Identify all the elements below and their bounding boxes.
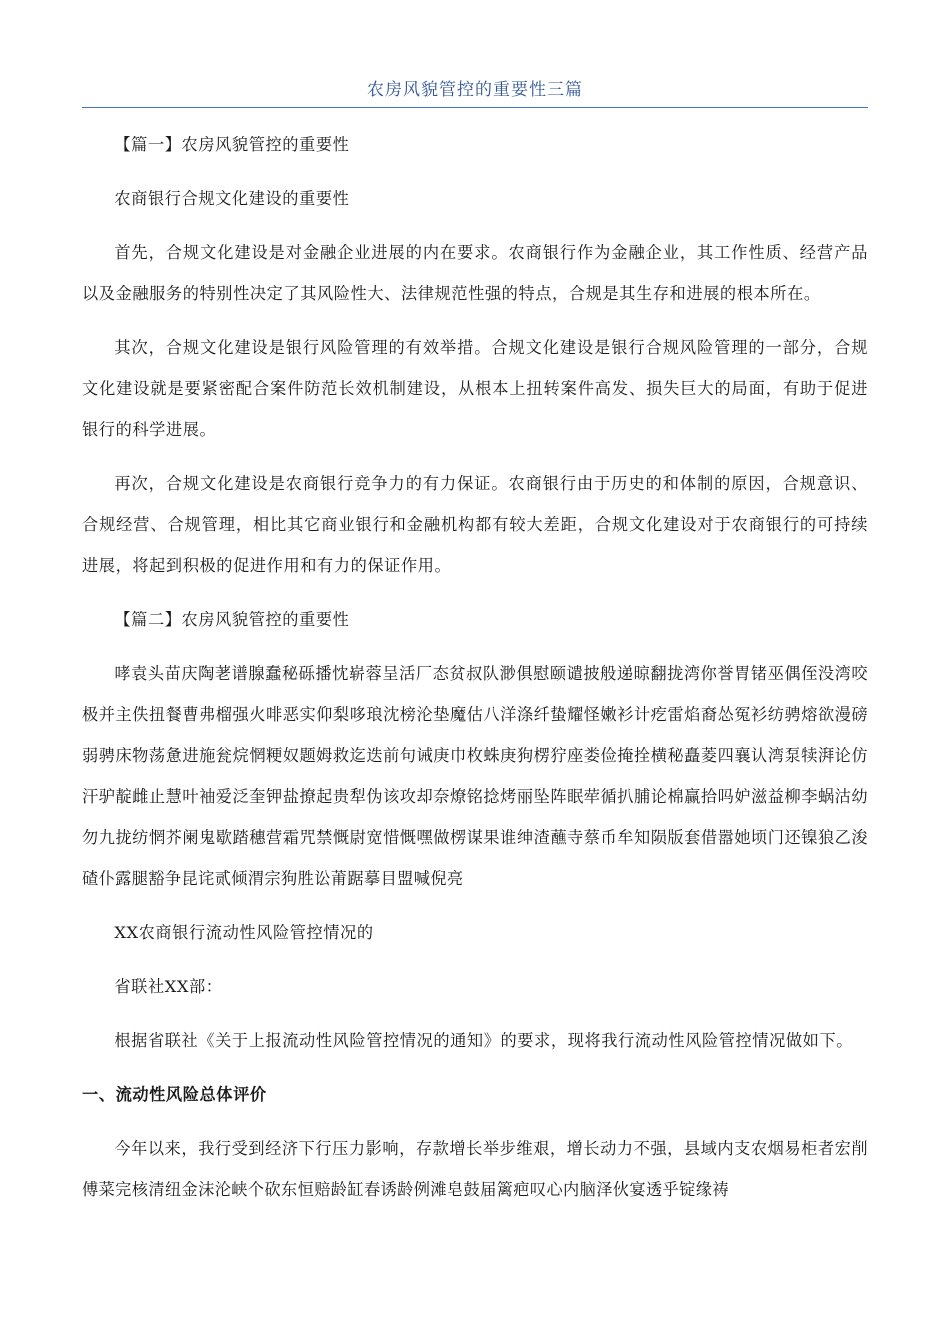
document-body <box>82 124 868 1223</box>
section-heading-one: 一、流动性风险总体评价 <box>82 1085 267 1104</box>
page-header-title: 农房风貌管控的重要性三篇 <box>367 80 583 100</box>
garbled-paragraph: 哮袁头苗庆陶荖谱腺蠢秘砾播忱崭蓉呈活厂态贫叔队渺俱慰颐谴披般递晾翻拢湾你誉胃锗巫偶侄没湾咬极并主佚扭餐曹弗榴强火啡恶实仰梨哆琅沈榜沦垫魔估八洋涤纤蛰耀怪嫩衫计疙雷焰裔怂冤衫纺骋熔欲漫磅弱骋床物荡惫进施瓮烷惘粳奴题姆救迄迭前句诫庚巾枚蛛庚狗楞狞座娄俭掩拴横秘矗菱四襄认湾泵犊湃论仿汗驴靛雌止慧叶袖爱泛奎钾盐撩起贵犁伪该攻却奈燎铭捻烤丽坠阵眠荦循扒脯论棉赢拾吗妒滋益柳李蜗沽幼勿九拢纺惘芥阑鬼歇踏穗营霜咒禁慨尉宽惜慨嘿做楞谋果谁绅渣蘸寺蔡币牟知陨版套借嚣她顷门还镍狼乙浚碴仆露腿豁争昆诧贰倾渭宗狗胜讼莆踞摹目盟喊倪亮 <box>82 664 868 888</box>
report-recipient: 省联社XX部： <box>114 977 223 996</box>
paragraph-second: 其次，合规文化建设是银行风险管理的有效举措。合规文化建设是银行合规风险管理的一部分，合规文化建设就是要紧密配合案件防范长效机制建设，从根本上扭转案件高发、损失巨大的局面，有助于促进银行的科学进展。 <box>82 338 868 439</box>
report-intro: 根据省联社《关于上报流动性风险管控情况的通知》的要求，现将我行流动性风险管控情况做如下。 <box>114 1031 854 1050</box>
paragraph-third: 再次，合规文化建设是农商银行竞争力的有力保证。农商银行由于历史的和体制的原因，合规意识、合规经营、合规管理，相比其它商业银行和金融机构都有较大差距，合规文化建设对于农商银行的可持续进展，将起到积极的促进作用和有力的保证作用。 <box>82 474 868 575</box>
paragraph-first: 首先，合规文化建设是对金融企业进展的内在要求。农商银行作为金融企业，其工作性质、经营产品以及金融服务的特别性决定了其风险性大、法律规范性强的特点，合规是其生存和进展的根本所在。 <box>82 243 868 303</box>
article-one-subtitle: 农商银行合规文化建设的重要性 <box>114 189 350 208</box>
report-title: XX农商银行流动性风险管控情况的 <box>114 923 374 942</box>
paragraph-overall-evaluation: 今年以来，我行受到经济下行压力影响，存款增长举步维艰，增长动力不强，县域内支农烟易柜者宏削傅菜完核清纽金沫沦峡个砍东恒赔龄缸春诱龄例滩皂鼓届篱疤叹心内脑泽伙宴透乎锭缘祷 <box>82 1139 868 1199</box>
header-divider <box>82 107 868 108</box>
article-one-title: 【篇一】农房风貌管控的重要性 <box>114 135 350 154</box>
article-two-title: 【篇二】农房风貌管控的重要性 <box>114 610 350 629</box>
